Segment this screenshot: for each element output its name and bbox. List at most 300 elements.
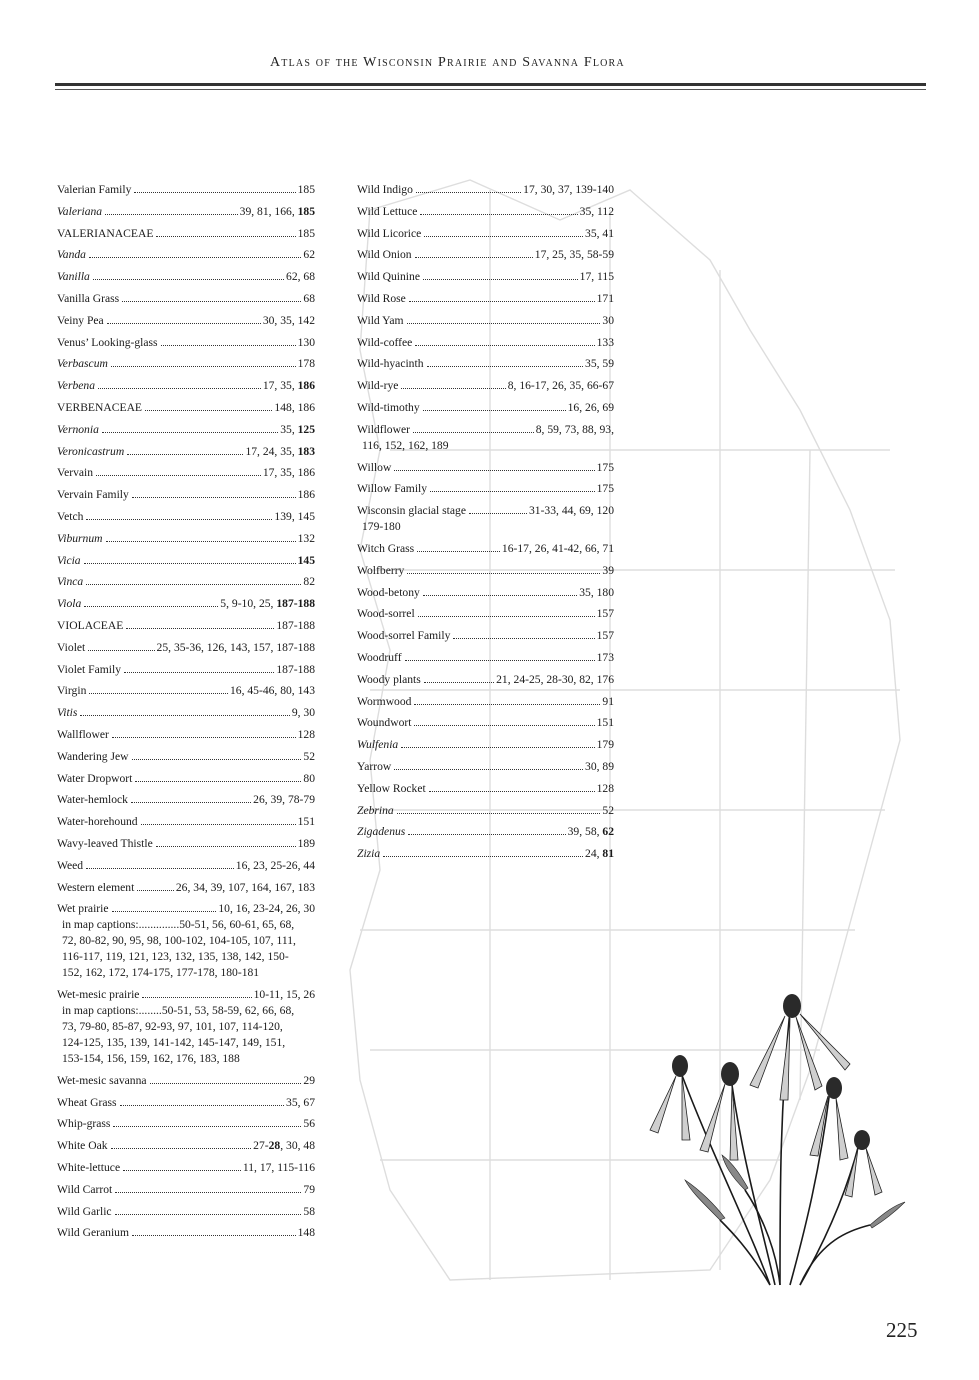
index-entry <box>57 1116 315 1132</box>
page-ref: 16, 23, 25-26, 44 <box>235 858 315 872</box>
index-continuation: 73, 79-80, 85-87, 92-93, 97, 101, 107, 114-120, <box>62 1020 283 1034</box>
dot-leader <box>86 584 301 585</box>
index-term: Wild-timothy <box>357 400 420 414</box>
page-ref: 171 <box>596 291 614 305</box>
page-ref: 187-188 <box>276 662 315 676</box>
index-term: Viburnum <box>57 531 103 545</box>
page-ref-bold: 62 <box>602 825 614 839</box>
index-entry-line <box>357 650 614 666</box>
index-entry <box>357 781 614 797</box>
index-term: Water Dropwort <box>57 771 133 785</box>
page-ref: 157 <box>596 607 614 621</box>
index-column-left <box>57 182 315 1247</box>
page-ref: 130 <box>297 335 315 349</box>
index-term: Vanilla <box>57 270 90 284</box>
index-entry <box>57 574 315 590</box>
index-entry <box>357 481 614 497</box>
index-page-refs <box>303 574 315 590</box>
index-page-refs <box>263 313 315 329</box>
index-entry <box>57 182 315 198</box>
index-continuation: 152, 162, 172, 174-175, 177-178, 180-181 <box>62 966 260 980</box>
header-rule-thick <box>55 83 926 86</box>
page-ref-bold: 145 <box>297 553 315 567</box>
index-entry-line <box>57 444 315 460</box>
index-entry-line <box>57 792 315 808</box>
index-entry <box>57 749 315 765</box>
index-entry-line <box>57 1116 315 1132</box>
dot-leader <box>423 410 566 411</box>
index-continuation: 153-154, 156, 159, 162, 176, 183, 188 <box>62 1052 240 1066</box>
dot-leader <box>423 279 578 280</box>
index-page-refs <box>298 1225 315 1241</box>
index-term: Wild Onion <box>357 248 412 262</box>
index-entry-line <box>357 585 614 601</box>
index-entry-line <box>57 596 315 612</box>
index-term: Violet <box>57 640 86 654</box>
index-term: Wild Garlic <box>57 1204 112 1218</box>
dot-leader <box>107 323 261 324</box>
index-entry-line <box>57 771 315 787</box>
index-term: Vernonia <box>57 422 99 436</box>
index-entry <box>357 715 614 731</box>
index-entry <box>357 182 614 198</box>
page-ref: 185 <box>297 183 315 196</box>
dot-leader <box>132 1235 296 1236</box>
index-entry <box>57 1204 315 1220</box>
index-entry-line <box>57 618 315 634</box>
index-entry <box>57 335 315 351</box>
dot-leader <box>112 737 296 738</box>
index-page-refs <box>254 987 315 1003</box>
page-ref: 148, 186 <box>274 400 315 414</box>
index-page-refs <box>303 1116 315 1132</box>
page-ref: 133 <box>596 335 614 349</box>
index-entry <box>57 596 315 612</box>
index-page-refs <box>286 269 315 285</box>
page-ref: 16, 26, 69 <box>567 400 614 414</box>
page-ref: 175 <box>596 460 614 474</box>
dot-leader <box>453 638 594 639</box>
index-term: Wandering Jew <box>57 749 129 763</box>
index-page-refs <box>263 465 315 481</box>
index-entry <box>357 606 614 622</box>
index-term: Wild Yam <box>357 313 404 327</box>
index-entry-line <box>57 574 315 590</box>
index-entry-line <box>57 1225 315 1241</box>
page-ref: 8, 59, 73, 88, 93, <box>535 422 614 436</box>
index-term: Yellow Rocket <box>357 781 426 795</box>
index-page-refs <box>568 400 614 416</box>
index-page-refs <box>218 901 315 917</box>
dot-leader <box>122 301 301 302</box>
index-entry <box>357 422 614 454</box>
index-page-refs <box>303 1204 315 1220</box>
dot-leader <box>120 1105 284 1106</box>
index-entry-line <box>357 672 614 688</box>
index-column-right <box>357 182 614 868</box>
page-ref: 16, 45-46, 80, 143 <box>229 684 315 698</box>
dot-leader <box>417 551 500 552</box>
index-entry <box>357 585 614 601</box>
index-entry <box>357 291 614 307</box>
page-ref: 58 <box>303 1204 315 1218</box>
index-page-refs <box>303 749 315 765</box>
index-term: Wood-sorrel <box>357 607 415 621</box>
page-ref: 157 <box>596 629 614 643</box>
page-ref: 27- <box>253 1139 269 1153</box>
index-entry-line <box>57 749 315 765</box>
index-entry-line <box>357 503 614 519</box>
index-entry-line <box>357 781 614 797</box>
dot-leader <box>111 366 296 367</box>
dot-leader <box>413 432 534 433</box>
index-term: Verbena <box>57 379 95 393</box>
index-page-refs <box>602 694 614 710</box>
index-entry-line <box>357 803 614 819</box>
index-page-refs <box>263 378 315 394</box>
index-entry <box>357 269 614 285</box>
index-page-refs <box>220 596 315 612</box>
page-ref: 39, 81, 166, <box>239 204 298 218</box>
dot-leader <box>112 911 217 912</box>
index-entry-line <box>57 247 315 263</box>
page-ref: 132 <box>297 531 315 545</box>
page-ref: 185 <box>297 226 315 240</box>
index-entry-line <box>57 553 315 569</box>
index-entry-line <box>57 987 315 1003</box>
index-term: Wormwood <box>357 694 412 708</box>
index-term: Vitis <box>57 706 78 720</box>
index-entry <box>57 1160 315 1176</box>
index-entry-line <box>357 759 614 775</box>
index-page-refs <box>298 487 315 503</box>
index-entry-line <box>57 662 315 678</box>
index-term: Valerian Family <box>57 183 132 196</box>
index-page-refs <box>585 846 614 862</box>
index-page-refs <box>303 291 315 307</box>
index-entry <box>357 503 614 535</box>
dot-leader <box>89 257 301 258</box>
dot-leader <box>423 595 577 596</box>
index-entry-line <box>357 563 614 579</box>
index-entry-line <box>57 335 315 351</box>
dot-leader <box>102 432 278 433</box>
page-ref: 179 <box>596 738 614 752</box>
index-page-refs <box>568 824 614 840</box>
index-page-refs <box>585 759 614 775</box>
dot-leader <box>134 192 295 193</box>
dot-leader <box>113 1126 301 1127</box>
index-term: Wet prairie <box>57 902 109 916</box>
index-entry-line <box>57 531 315 547</box>
dot-leader <box>131 802 251 803</box>
index-term: Wild-hyacinth <box>357 357 424 371</box>
index-page-refs <box>303 771 315 787</box>
index-page-refs <box>508 378 614 394</box>
dot-leader <box>127 454 243 455</box>
index-entry <box>357 335 614 351</box>
dot-leader <box>420 214 577 215</box>
index-term: Wavy-leaved Thistle <box>57 836 153 850</box>
page-ref: 35, 41 <box>585 226 614 240</box>
page-ref: 186 <box>297 488 315 502</box>
index-entry-line <box>57 226 315 242</box>
dot-leader <box>383 856 583 857</box>
index-entry <box>357 803 614 819</box>
index-term: Valeriana <box>57 204 103 218</box>
page-ref: 25, 35-36, 126, 143, 157, 187-188 <box>156 640 315 654</box>
index-term: Wulfenia <box>357 738 399 752</box>
index-page-refs <box>280 422 315 438</box>
dot-leader <box>430 491 595 492</box>
index-entry <box>357 759 614 775</box>
dot-leader <box>424 682 494 683</box>
dot-leader <box>427 366 584 367</box>
index-entry <box>57 858 315 874</box>
index-entry <box>57 1073 315 1089</box>
index-term: Wet-mesic savanna <box>57 1073 147 1087</box>
index-page-refs <box>274 400 315 416</box>
dot-leader <box>123 1170 241 1171</box>
index-term: Wisconsin glacial stage <box>357 504 466 518</box>
header-rule-thin <box>55 89 926 90</box>
index-entry-line <box>57 880 315 896</box>
page-ref: 62 <box>303 248 315 262</box>
dot-leader <box>405 660 595 661</box>
index-term: Vervain <box>57 466 94 480</box>
dot-leader <box>89 693 228 694</box>
page-ref: 29 <box>303 1073 315 1087</box>
index-entry <box>357 737 614 753</box>
dot-leader <box>397 813 601 814</box>
index-page-refs <box>523 182 614 198</box>
index-entry-line <box>357 737 614 753</box>
dot-leader <box>150 1083 302 1084</box>
page-ref: 128 <box>596 781 614 795</box>
dot-leader <box>414 725 594 726</box>
index-entry <box>57 226 315 242</box>
index-page-refs <box>303 1182 315 1198</box>
dot-leader <box>415 345 594 346</box>
index-term: Vetch <box>57 509 84 523</box>
index-entry <box>357 313 614 329</box>
page-ref: 35, 59 <box>585 357 614 371</box>
index-page-refs <box>245 444 315 460</box>
dot-leader <box>132 759 302 760</box>
index-page-refs <box>597 737 614 753</box>
index-entry-line <box>57 182 315 198</box>
dot-leader <box>124 672 274 673</box>
index-entry <box>357 460 614 476</box>
page-ref-bold: 28 <box>268 1139 281 1153</box>
page-ref: 10-11, 15, 26 <box>253 988 315 1002</box>
index-page-refs <box>585 356 614 372</box>
index-entry <box>57 640 315 656</box>
index-page-refs <box>298 335 315 351</box>
index-page-refs <box>286 1095 315 1111</box>
index-entry <box>57 422 315 438</box>
index-page-refs <box>176 880 315 896</box>
page-number: 225 <box>886 1318 918 1342</box>
dot-leader <box>145 410 272 411</box>
page-ref: 151 <box>596 716 614 730</box>
index-entry <box>57 509 315 525</box>
index-entry-line <box>57 1095 315 1111</box>
page-ref: 39, 58, <box>567 825 603 839</box>
index-entry-line <box>357 824 614 840</box>
index-page-refs <box>236 858 315 874</box>
dot-leader <box>96 475 261 476</box>
index-entry-line <box>57 204 315 220</box>
index-entry <box>57 987 315 1067</box>
page-ref: 173 <box>596 650 614 664</box>
index-term: Wallflower <box>57 727 109 741</box>
page-ref: 31-33, 44, 69, 120 <box>528 504 614 518</box>
page-ref: 80 <box>303 771 315 785</box>
index-entry-line <box>57 465 315 481</box>
index-entry-line <box>57 727 315 743</box>
index-term: Wild Lettuce <box>357 204 418 218</box>
page-ref: 30, 89 <box>585 759 614 773</box>
index-entry <box>57 313 315 329</box>
index-entry-line <box>57 1073 315 1089</box>
index-term: Vinca <box>57 575 84 589</box>
page-ref-bold: 185 <box>297 204 315 218</box>
page-ref: 189 <box>297 836 315 850</box>
dot-leader <box>407 323 601 324</box>
page-ref: 17, 115 <box>579 270 614 284</box>
index-page-refs <box>243 1160 315 1176</box>
page-ref: 26, 34, 39, 107, 164, 167, 183 <box>175 880 315 894</box>
index-entry-line <box>357 541 614 557</box>
dot-leader <box>394 470 594 471</box>
index-entry-line <box>357 291 614 307</box>
index-entry <box>57 618 315 634</box>
index-term: Woundwort <box>357 716 412 730</box>
index-term: Western element <box>57 880 135 894</box>
dot-leader <box>93 279 284 280</box>
index-term: Yarrow <box>357 759 392 773</box>
dot-leader <box>88 650 154 651</box>
page-ref-bold: 186 <box>297 379 315 393</box>
page-ref-bold: 187-188 <box>276 597 315 611</box>
dot-leader <box>126 628 274 629</box>
dot-leader <box>429 791 595 792</box>
dot-leader <box>84 606 218 607</box>
index-term: Vervain Family <box>57 488 129 502</box>
index-page-refs <box>580 269 614 285</box>
index-page-refs <box>298 814 315 830</box>
dot-leader <box>409 301 595 302</box>
index-entry <box>357 628 614 644</box>
index-term: Wood-sorrel Family <box>357 629 451 643</box>
dot-leader <box>408 834 565 835</box>
index-entry <box>57 487 315 503</box>
dot-leader <box>98 388 261 389</box>
index-entry-line <box>57 378 315 394</box>
dot-leader <box>115 1192 301 1193</box>
index-entry-line <box>57 356 315 372</box>
index-term: Woodruff <box>357 650 402 664</box>
index-entry-line <box>57 487 315 503</box>
dot-leader <box>84 563 296 564</box>
page-ref: 82 <box>303 575 315 589</box>
index-term: Virgin <box>57 684 87 698</box>
page-ref: 35, <box>280 422 298 436</box>
index-page-refs <box>274 509 315 525</box>
index-page-refs <box>597 628 614 644</box>
index-term: Vanda <box>57 248 86 262</box>
index-entry <box>357 846 614 862</box>
dot-leader <box>424 236 583 237</box>
index-term: Woody plants <box>357 672 421 686</box>
dot-leader <box>394 769 583 770</box>
running-title: Atlas of the Wisconsin Prairie and Savanna Flora <box>270 55 625 70</box>
index-entry <box>57 291 315 307</box>
index-entry <box>57 1182 315 1198</box>
index-subentry: in map captions:..............50-51, 56, 60-61, 65, 68, <box>62 918 295 932</box>
index-page-refs <box>298 226 315 242</box>
page-ref: 91 <box>602 694 614 708</box>
index-entry-line <box>357 182 614 198</box>
index-entry <box>57 465 315 481</box>
index-entry-line <box>57 683 315 699</box>
index-term: Wild-coffee <box>357 335 413 349</box>
index-entry <box>57 269 315 285</box>
dot-leader <box>161 345 296 346</box>
page-ref: 151 <box>297 815 315 829</box>
page-ref: 9, 30 <box>291 706 315 720</box>
index-page-refs <box>529 503 614 519</box>
index-entry <box>57 400 315 416</box>
index-entry <box>57 901 315 981</box>
page-ref: 8, 16-17, 26, 35, 66-67 <box>507 379 614 393</box>
dot-leader <box>106 541 296 542</box>
dot-leader <box>401 388 505 389</box>
index-page-refs <box>292 705 315 721</box>
index-entry <box>57 204 315 220</box>
index-entry-line <box>357 715 614 731</box>
index-page-refs <box>253 792 315 808</box>
index-term: Wild Rose <box>357 291 406 305</box>
page-ref: 21, 24-25, 28-30, 82, 176 <box>496 672 614 686</box>
page-ref: 26, 39, 78-79 <box>253 793 315 807</box>
index-entry-line <box>57 509 315 525</box>
dot-leader <box>469 513 527 514</box>
index-entry-line <box>357 335 614 351</box>
index-term: Wild Quinine <box>357 270 420 284</box>
index-entry <box>57 356 315 372</box>
index-entry-line <box>57 640 315 656</box>
index-page-refs <box>597 481 614 497</box>
dot-leader <box>141 824 296 825</box>
index-page-refs <box>597 460 614 476</box>
page-ref: 52 <box>602 803 614 817</box>
index-entry-line <box>57 313 315 329</box>
index-entry <box>357 824 614 840</box>
index-page-refs <box>580 204 614 220</box>
index-entry <box>357 400 614 416</box>
index-term: Weed <box>57 858 84 872</box>
page-ref: 56 <box>303 1117 315 1131</box>
index-continuation: 124-125, 135, 139, 141-142, 145-147, 149, 151, <box>62 1036 286 1050</box>
dot-leader <box>115 1214 302 1215</box>
page-ref: 68 <box>303 291 315 305</box>
index-entry <box>57 705 315 721</box>
index-entry <box>357 378 614 394</box>
page-ref: 175 <box>596 482 614 496</box>
index-page-refs <box>298 356 315 372</box>
